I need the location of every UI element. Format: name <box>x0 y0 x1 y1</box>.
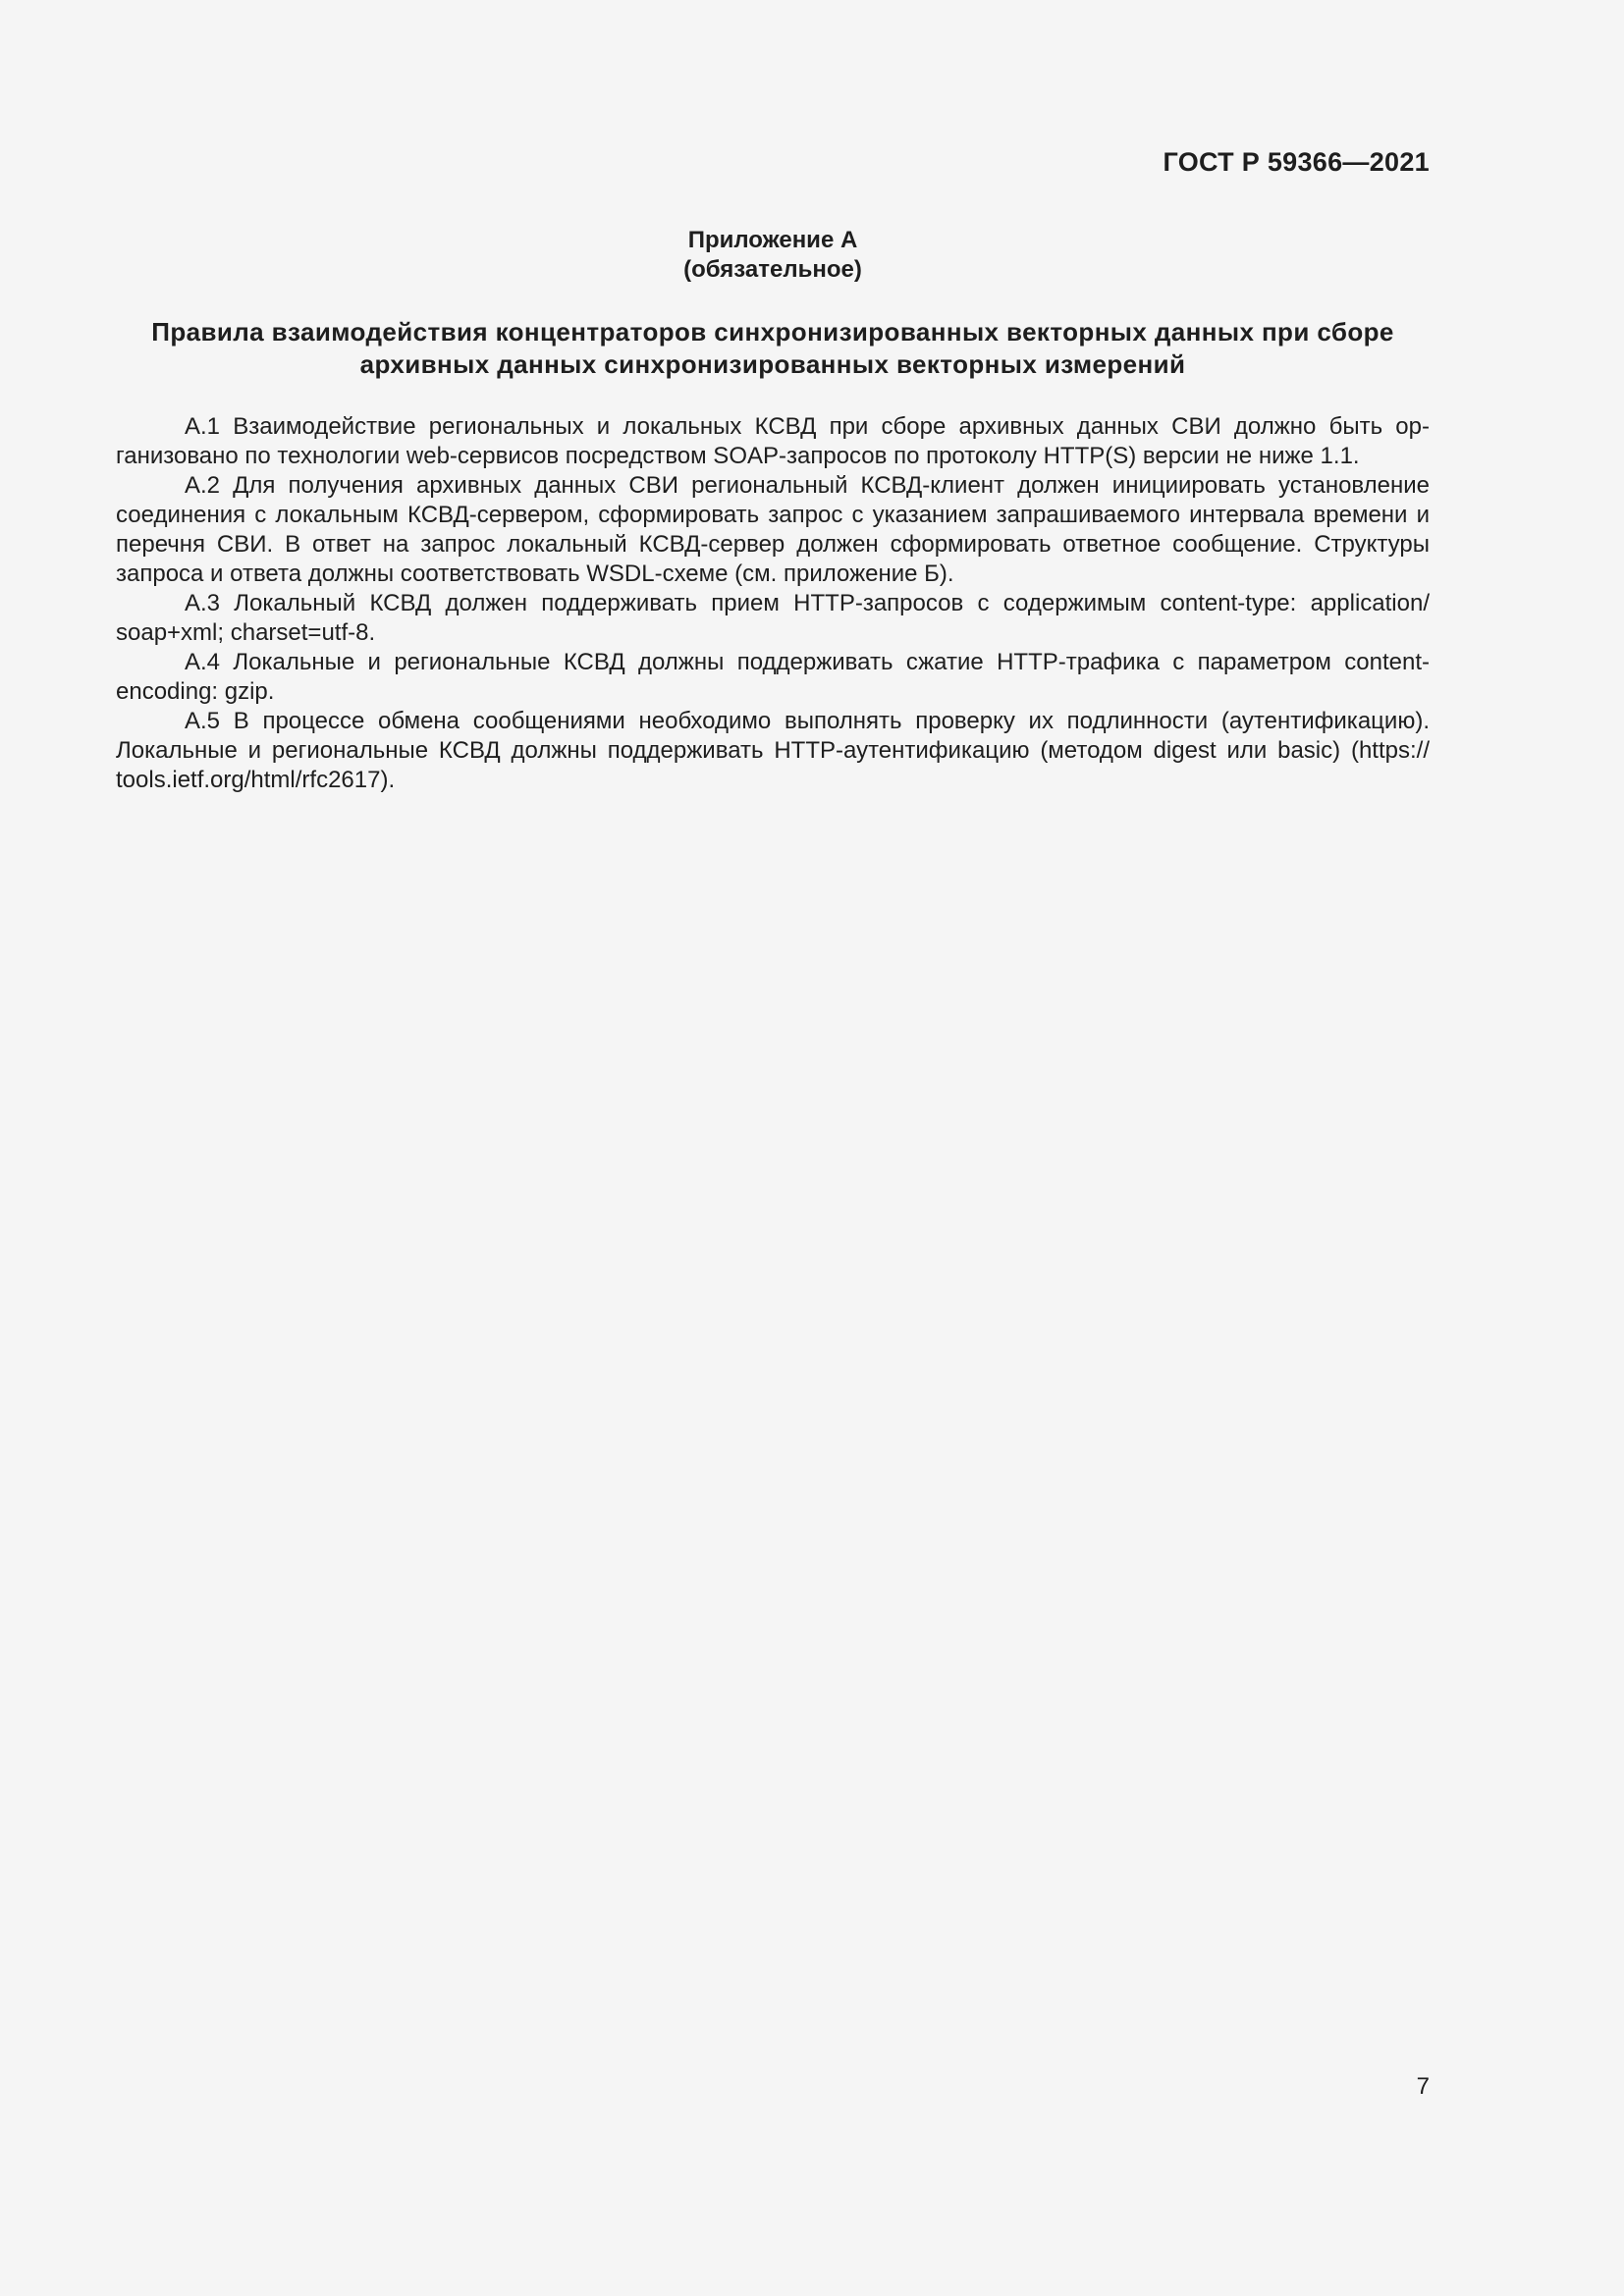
section-title-line-2: архивных данных синхронизированных векторных измерений <box>359 349 1186 379</box>
paragraph-a5: А.5 В процессе обмена сообщениями необходимо выполнять проверку их подлинности (аутентификацию). Локальные и региональные КСВД должны поддерживать HTTP-аутентификацию (методом digest или basic) (https://​tools.ietf.org/html/rfc2617). <box>116 708 1430 793</box>
body-text <box>116 412 1430 795</box>
page-number: 7 <box>1416 2073 1430 2100</box>
paragraph-a1: А.1 Взаимодействие региональных и локальных КСВД при сборе архивных данных СВИ должно быть организовано по технологии web-сервисов посредством SOAP-запросов по протоколу HTTP(S) версии не ниже 1.1. <box>116 413 1430 469</box>
paragraph-a3: А.3 Локальный КСВД должен поддерживать прием HTTP-запросов с содержимым content-type: application/​soap+xml; charset=utf-8. <box>116 590 1430 646</box>
paragraph-a4: А.4 Локальные и региональные КСВД должны поддерживать сжатие HTTP-трафика с параметром content-​encoding: gzip. <box>116 649 1430 705</box>
section-title-line-1: Правила взаимодействия концентраторов синхронизированных векторных данных при сборе <box>151 317 1394 347</box>
paragraph-a2: А.2 Для получения архивных данных СВИ региональный КСВД-клиент должен инициировать установление соединения с локальным КСВД-сервером, сформировать запрос с указанием запрашиваемого интервала времени и перечня СВИ. В ответ на запрос локальный КСВД-сервер должен сформировать ответное сообщение. Структуры запроса и ответа должны соответствовать WSDL-схеме (см. приложение Б). <box>116 472 1430 587</box>
appendix-status: (обязательное) <box>683 256 862 283</box>
appendix-heading <box>116 226 1430 285</box>
document-code: ГОСТ Р 59366—2021 <box>1163 147 1430 177</box>
appendix-title: Приложение А <box>687 227 858 253</box>
section-title <box>116 316 1430 381</box>
